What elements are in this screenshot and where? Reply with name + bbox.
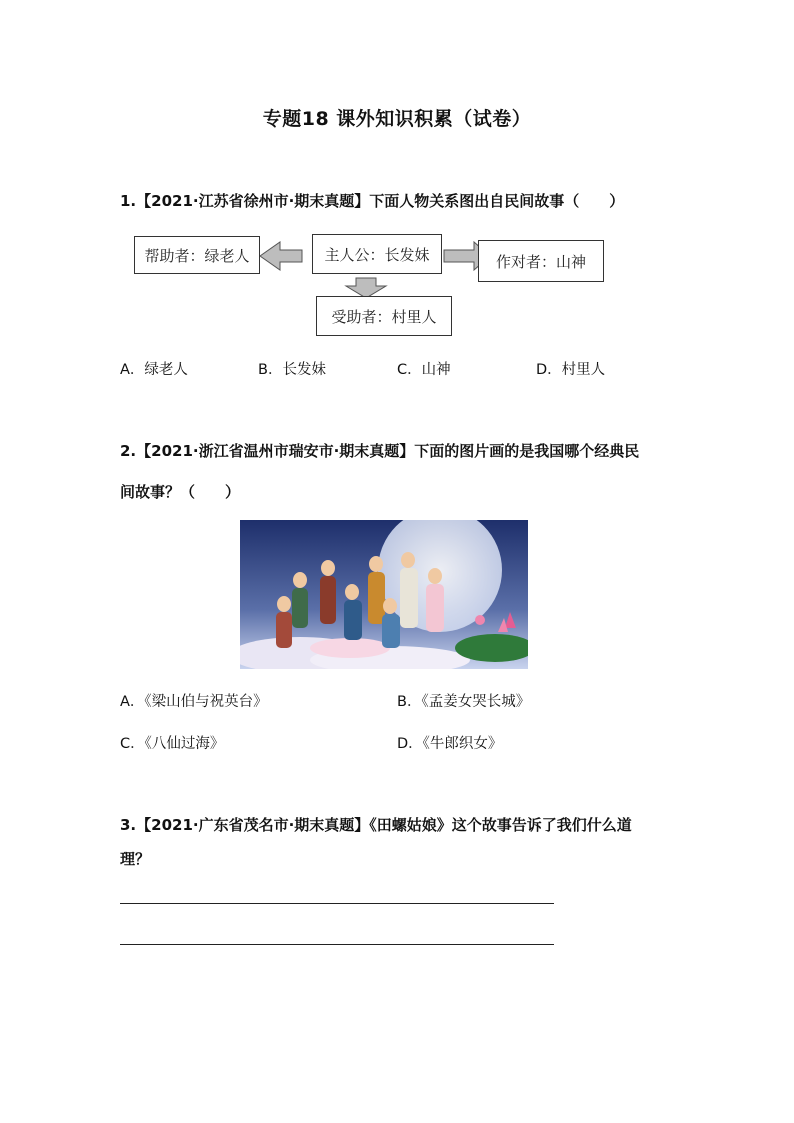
q1-option-a[interactable]: A．绿老人: [120, 362, 188, 378]
q1-option-c[interactable]: C．山神: [397, 362, 451, 378]
q2-option-b[interactable]: B．《孟姜女哭长城》: [397, 694, 531, 710]
helper-box: 帮助者：绿老人: [134, 236, 260, 274]
arrow-left-icon: [260, 242, 302, 270]
helped-box: 受助者：村里人: [316, 296, 452, 336]
q2-option-d[interactable]: D．《牛郎织女》: [397, 736, 503, 752]
question-3-stem-line-2: 理？: [120, 850, 151, 868]
answer-line-1[interactable]: [120, 903, 554, 904]
character-relationship-diagram: [130, 228, 610, 338]
question-3-stem-line-1: 3.【2021·广东省茂名市·期末真题】《田螺姑娘》这个故事告诉了我们什么道: [120, 816, 632, 834]
answer-line-2[interactable]: [120, 944, 554, 945]
eight-immortals-illustration: [240, 520, 528, 669]
question-2-stem-line-2: 间故事？（ ）: [120, 483, 241, 501]
q2-option-a[interactable]: A．《梁山伯与祝英台》: [120, 694, 268, 710]
page-title: 专题18 课外知识积累（试卷）: [262, 108, 532, 130]
question-2-stem-line-1: 2.【2021·浙江省温州市瑞安市·期末真题】下面的图片画的是我国哪个经典民: [120, 442, 640, 460]
q1-option-d[interactable]: D．村里人: [536, 362, 606, 378]
question-1-stem: 1.【2021·江苏省徐州市·期末真题】下面人物关系图出自民间故事（ ）: [120, 192, 625, 210]
q2-option-c[interactable]: C．《八仙过海》: [120, 736, 225, 752]
protagonist-box: 主人公：长发妹: [312, 234, 442, 274]
arrow-down-icon: [346, 278, 386, 298]
villain-box: 作对者：山神: [478, 240, 604, 282]
q1-option-b[interactable]: B．长发妹: [258, 362, 326, 378]
